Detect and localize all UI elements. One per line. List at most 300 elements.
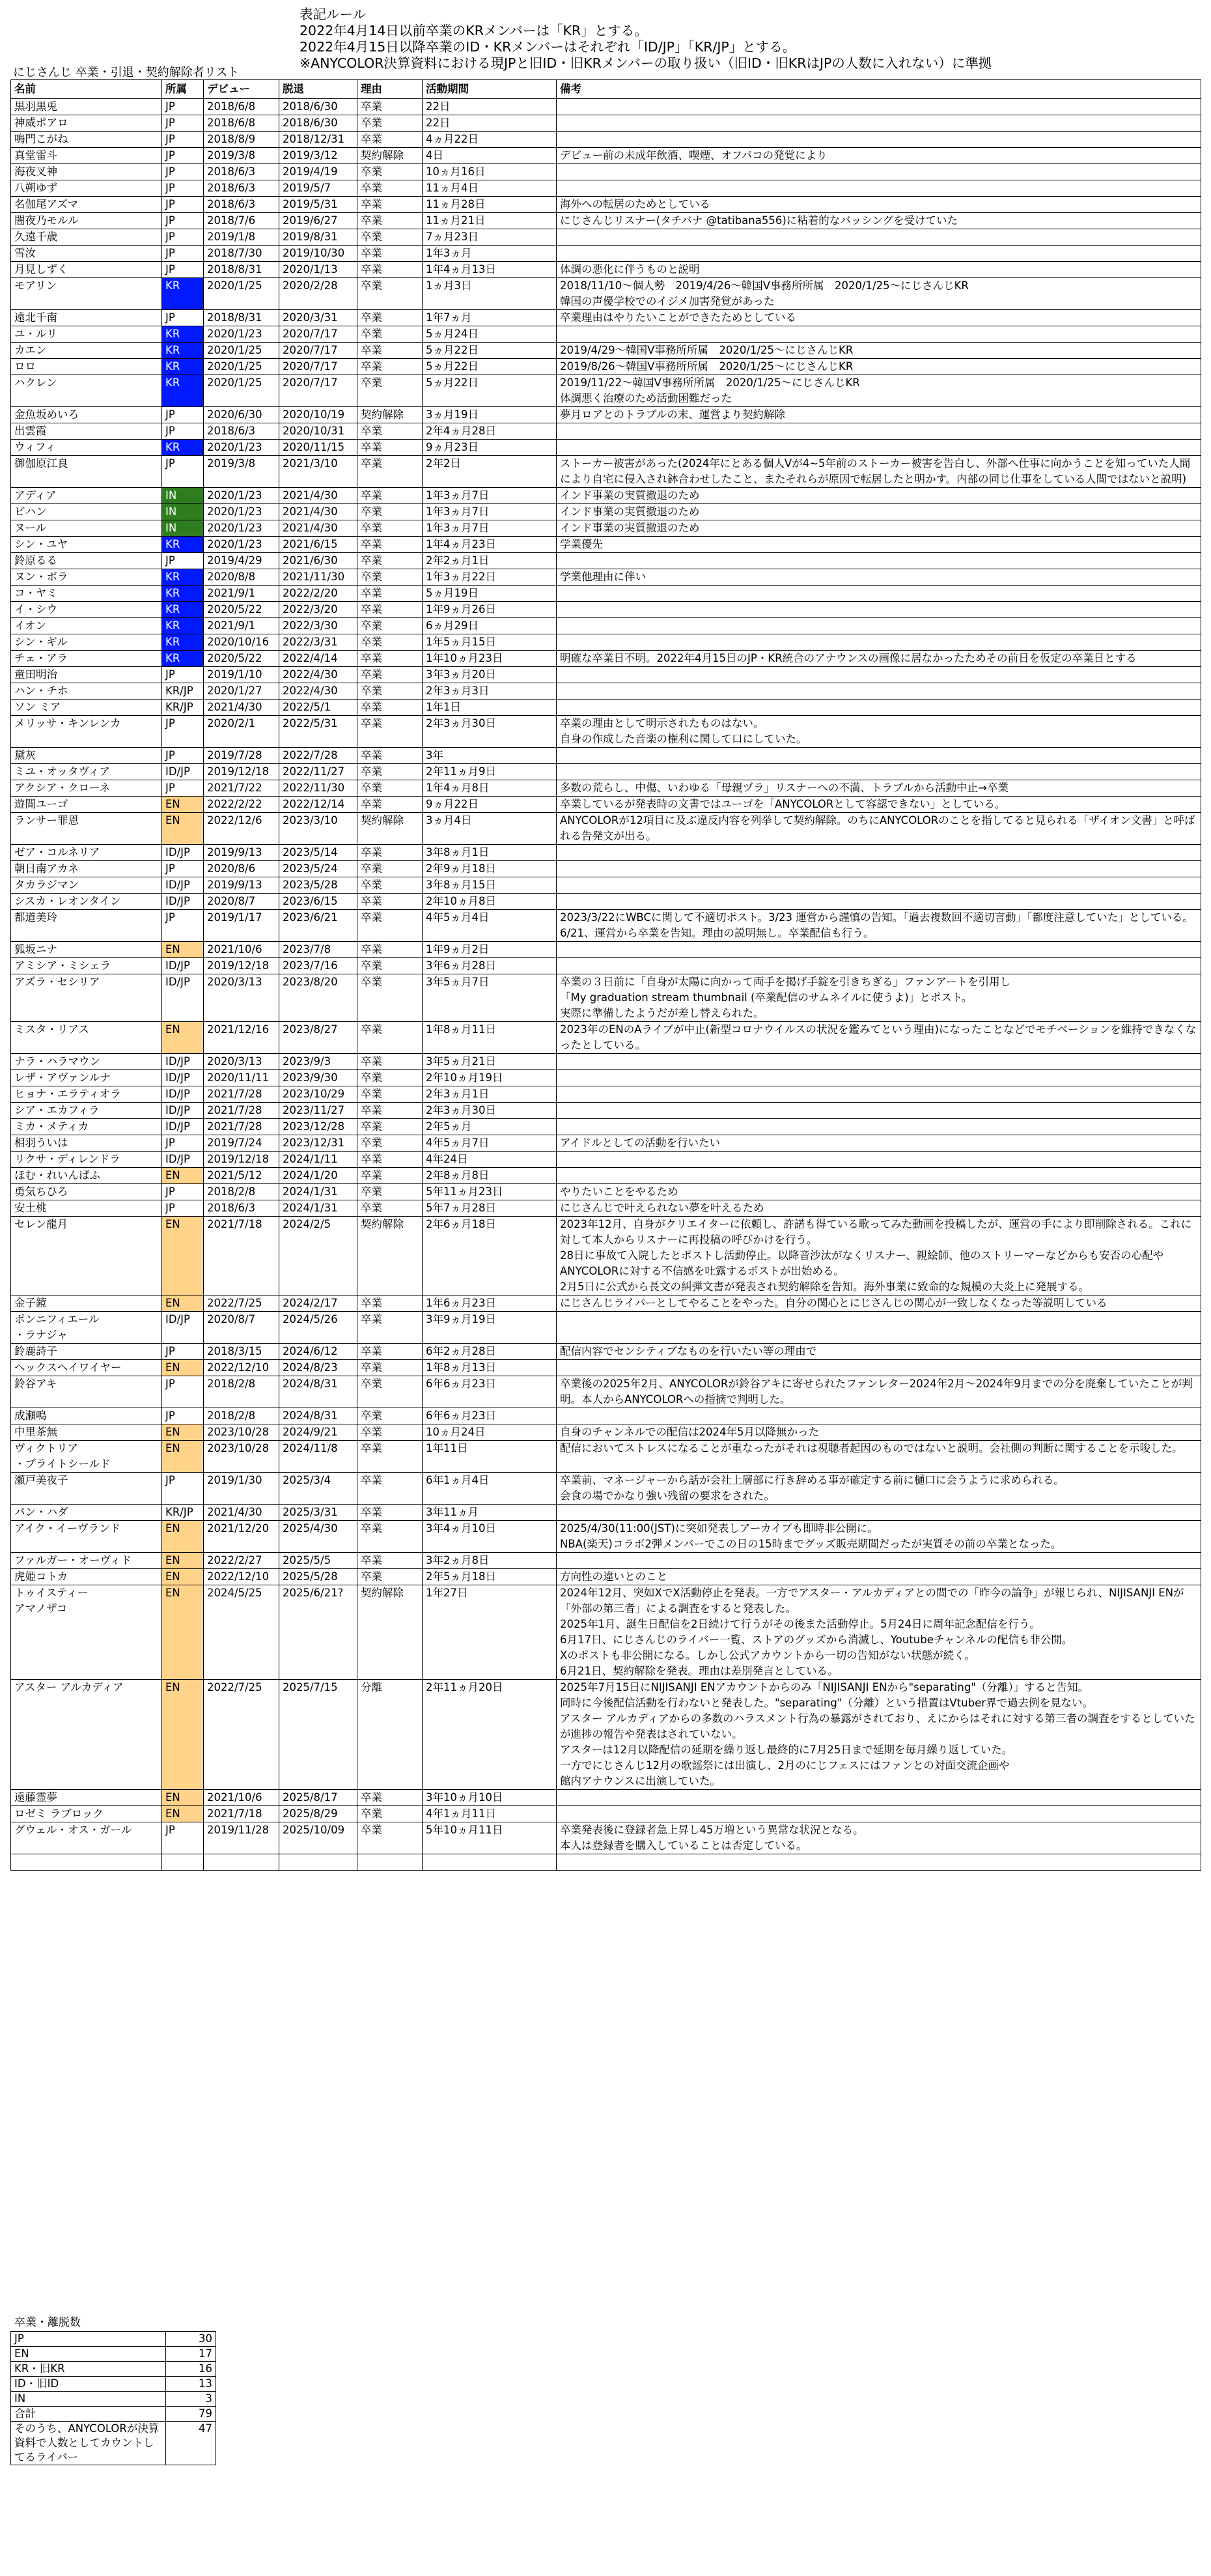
cell-name: 神威ポアロ bbox=[11, 115, 162, 132]
cell-note: 卒業発表後に登録者急上昇し45万増という異常な状況となる。 本人は登録者を購入していることは否定している。 bbox=[557, 1822, 1201, 1854]
cell-reason: 卒業 bbox=[357, 537, 423, 553]
cell-debut: 2021/9/1 bbox=[204, 618, 279, 634]
cell-leave: 2024/9/21 bbox=[279, 1424, 357, 1441]
cell-note bbox=[557, 326, 1201, 343]
cell-name: 黒羽黒兎 bbox=[11, 99, 162, 115]
cell-leave: 2025/3/4 bbox=[279, 1473, 357, 1505]
cell-note bbox=[557, 1553, 1201, 1569]
cell-note: 卒業後の2025年2月、ANYCOLORが鈴谷アキに寄せられたファンレター2024年2月〜2024年9月までの分を廃棄していたことが判明。本人からANYCOLORへの指摘で判明した。 bbox=[557, 1376, 1201, 1408]
summary-table bbox=[10, 2331, 216, 2465]
cell-period: 1年4ヵ月13日 bbox=[423, 262, 557, 278]
table-row bbox=[11, 197, 1201, 213]
table-row bbox=[11, 683, 1201, 700]
cell-note: 2025/4/30(11:00(JST)に突如発表しアーカイブも即時非公開に。 NBA(楽天)コラボ2弾メンバーでこの日の15時までグッズ販売期間だったが実質その前の卒業となった。 bbox=[557, 1521, 1201, 1553]
table-row bbox=[11, 1790, 1201, 1806]
cell-period: 5ヵ月19日 bbox=[423, 586, 557, 602]
cell-note: インド事業の実質撤退のため bbox=[557, 488, 1201, 504]
cell-period: 9ヵ月22日 bbox=[423, 797, 557, 813]
summary-label: JP bbox=[11, 2332, 166, 2347]
cell-leave: 2025/5/5 bbox=[279, 1553, 357, 1569]
cell-dept: JP bbox=[162, 1376, 204, 1408]
cell-period: 3年2ヵ月8日 bbox=[423, 1553, 557, 1569]
cell-reason: 卒業 bbox=[357, 1168, 423, 1184]
cell-period: 2年5ヵ月18日 bbox=[423, 1569, 557, 1585]
table-row bbox=[11, 569, 1201, 586]
cell-dept: EN bbox=[162, 797, 204, 813]
cell-leave: 2019/5/7 bbox=[279, 180, 357, 197]
cell-note bbox=[557, 180, 1201, 197]
cell-dept: JP bbox=[162, 716, 204, 748]
cell-period: 7ヵ月23日 bbox=[423, 229, 557, 246]
cell-debut: 2019/12/18 bbox=[204, 958, 279, 974]
cell-debut: 2020/1/23 bbox=[204, 504, 279, 520]
cell-reason: 卒業 bbox=[357, 1790, 423, 1806]
cell-debut: 2020/1/25 bbox=[204, 375, 279, 407]
cell-leave: 2020/3/31 bbox=[279, 310, 357, 326]
cell-leave: 2025/6/21? bbox=[279, 1585, 357, 1680]
table-row bbox=[11, 246, 1201, 262]
cell-reason: 卒業 bbox=[357, 197, 423, 213]
cell-debut: 2021/7/28 bbox=[204, 1119, 279, 1135]
table-row bbox=[11, 618, 1201, 634]
cell-leave: 2019/8/31 bbox=[279, 229, 357, 246]
table-row bbox=[11, 894, 1201, 910]
table-row bbox=[11, 780, 1201, 797]
table-row bbox=[11, 1473, 1201, 1505]
cell-debut: 2022/2/22 bbox=[204, 797, 279, 813]
summary-label: KR・旧KR bbox=[11, 2362, 166, 2377]
summary-label: EN bbox=[11, 2347, 166, 2362]
cell-name: 御伽原江良 bbox=[11, 456, 162, 488]
cell-debut: 2018/2/8 bbox=[204, 1408, 279, 1424]
cell-period: 3年9ヵ月19日 bbox=[423, 1312, 557, 1344]
cell-name: ロロ bbox=[11, 359, 162, 375]
cell-name: 鳴門こがね bbox=[11, 132, 162, 148]
cell-leave: 2025/10/09 bbox=[279, 1822, 357, 1854]
cell-leave: 2020/1/13 bbox=[279, 262, 357, 278]
table-row bbox=[11, 942, 1201, 958]
cell-debut: 2020/1/25 bbox=[204, 278, 279, 310]
cell-debut: 2019/7/24 bbox=[204, 1135, 279, 1152]
cell-dept: EN bbox=[162, 1521, 204, 1553]
table-row bbox=[11, 278, 1201, 310]
cell-debut: 2018/8/31 bbox=[204, 262, 279, 278]
cell-leave: 2024/1/11 bbox=[279, 1152, 357, 1168]
cell-note bbox=[557, 958, 1201, 974]
summary-value: 3 bbox=[166, 2392, 216, 2407]
cell-reason: 卒業 bbox=[357, 115, 423, 132]
cell-dept: KR bbox=[162, 375, 204, 407]
cell-dept: EN bbox=[162, 1022, 204, 1054]
cell-dept: JP bbox=[162, 246, 204, 262]
cell-name: ロゼミ ラブロック bbox=[11, 1806, 162, 1822]
cell-period: 22日 bbox=[423, 99, 557, 115]
cell-name: ハン・チホ bbox=[11, 683, 162, 700]
cell-debut: 2022/12/6 bbox=[204, 813, 279, 845]
cell-period: 1年3ヵ月7日 bbox=[423, 488, 557, 504]
cell-period: 3年8ヵ月15日 bbox=[423, 877, 557, 894]
cell-period: 2年3ヵ月30日 bbox=[423, 716, 557, 748]
cell-period: 5ヵ月22日 bbox=[423, 343, 557, 359]
cell-reason: 卒業 bbox=[357, 440, 423, 456]
cell-note bbox=[557, 877, 1201, 894]
cell-name: トゥイスティー アマノザコ bbox=[11, 1585, 162, 1680]
cell-leave: 2022/11/30 bbox=[279, 780, 357, 797]
cell-note: ANYCOLORが12項目に及ぶ違反内容を列挙して契約解除。のちにANYCOLORのことを指してると見られる「ザイオン文書」と呼ばれる告発文が出る。 bbox=[557, 813, 1201, 845]
cell-period: 4ヵ月22日 bbox=[423, 132, 557, 148]
cell-dept: JP bbox=[162, 180, 204, 197]
cell-debut: 2020/1/25 bbox=[204, 343, 279, 359]
cell-debut: 2020/8/7 bbox=[204, 894, 279, 910]
cell-name: ランサー罪恩 bbox=[11, 813, 162, 845]
summary-value: 13 bbox=[166, 2377, 216, 2392]
cell-dept: JP bbox=[162, 1200, 204, 1217]
table-row bbox=[11, 1569, 1201, 1585]
cell-debut: 2018/2/8 bbox=[204, 1376, 279, 1408]
summary-label: 合計 bbox=[11, 2407, 166, 2422]
rules-line: ※ANYCOLOR決算資料における現JPと旧ID・旧KRメンバーの取り扱い（旧ID・旧KRはJPの人数に入れない）に準拠 bbox=[299, 55, 992, 71]
cell-dept: JP bbox=[162, 748, 204, 764]
cell-period: 4年1ヵ月11日 bbox=[423, 1806, 557, 1822]
table-row bbox=[11, 1376, 1201, 1408]
cell-note bbox=[557, 423, 1201, 440]
cell-note bbox=[557, 99, 1201, 115]
table-row bbox=[11, 440, 1201, 456]
table-row bbox=[11, 1806, 1201, 1822]
table-row bbox=[11, 602, 1201, 618]
cell-dept: IN bbox=[162, 488, 204, 504]
cell-note: 自身のチャンネルでの配信は2024年5月以降無かった bbox=[557, 1424, 1201, 1441]
cell-period: 1年4ヵ月8日 bbox=[423, 780, 557, 797]
cell-debut: 2023/10/28 bbox=[204, 1441, 279, 1473]
cell-dept: KR bbox=[162, 537, 204, 553]
cell-period: 2年6ヵ月18日 bbox=[423, 1217, 557, 1295]
cell-note bbox=[557, 683, 1201, 700]
cell-period: 6年6ヵ月23日 bbox=[423, 1408, 557, 1424]
cell-leave: 2023/10/29 bbox=[279, 1086, 357, 1103]
cell-leave: 2022/3/30 bbox=[279, 618, 357, 634]
cell-note bbox=[557, 164, 1201, 180]
cell-note: にじさんじライバーとしてやることをやった。自分の関心とにじさんじの関心が一致しなくなった等説明している bbox=[557, 1295, 1201, 1312]
cell-dept: ID/JP bbox=[162, 1070, 204, 1086]
cell-leave: 2019/6/27 bbox=[279, 213, 357, 229]
cell-leave: 2022/12/14 bbox=[279, 797, 357, 813]
cell-reason: 卒業 bbox=[357, 651, 423, 667]
cell-leave: 2020/10/31 bbox=[279, 423, 357, 440]
table-row bbox=[11, 877, 1201, 894]
cell-reason: 卒業 bbox=[357, 1441, 423, 1473]
cell-period: 1年27日 bbox=[423, 1585, 557, 1680]
summary-row bbox=[11, 2422, 216, 2465]
cell-reason: 卒業 bbox=[357, 343, 423, 359]
cell-period: 2年5ヵ月 bbox=[423, 1119, 557, 1135]
cell-debut: 2018/8/31 bbox=[204, 310, 279, 326]
cell-note: 2023年12月、自身がクリエイターに依頼し、許諾も得ている歌ってみた動画を投稿したが、運営の手により即削除される。これに対して本人からリスナーに再投稿の呼びかけを行う。 28日に事故て入院したとポストし活動停止。以降音沙汰がなくリスナー、親絵師、他のストリーマーなどからも安否の心配やANYCOLORに対する不信感を吐露するポストが出始める。 2月5日に公式から長文の糾弾文書が発表され契約解除を告知。海外事業に致命的な規模の大炎上に発展する。 bbox=[557, 1217, 1201, 1295]
cell-leave: 2024/1/31 bbox=[279, 1200, 357, 1217]
cell-name: ビハン bbox=[11, 504, 162, 520]
cell-period: 11ヵ月28日 bbox=[423, 197, 557, 213]
cell-name: リクサ・ディレンドラ bbox=[11, 1152, 162, 1168]
cell-name: アクシア・クローネ bbox=[11, 780, 162, 797]
cell-debut: 2021/12/20 bbox=[204, 1521, 279, 1553]
cell-note bbox=[557, 700, 1201, 716]
cell-name: シスカ・レオンタイン bbox=[11, 894, 162, 910]
table-row bbox=[11, 813, 1201, 845]
table-row bbox=[11, 262, 1201, 278]
table-row bbox=[11, 520, 1201, 537]
cell-note: 2025年7月15日にNIJISANJI ENアカウントからのみ「NIJISANJI ENから"separating"（分離）」すると告知。 同時に今後配信活動を行わないと発表した。"separating"（分離）という措置はVtuber界で過去例を見ない。 アスター アルカディアからの多数のハラスメント行為の暴露がされており、えにからはそれに対する第三者の調査をするとしていたが進捗の報告や発表はされていない。 アスターは12月以降配信の延期を繰り返し最終的に7月25日まで延期を毎月繰り返していた。 一方でにじさんじ12月の歌謡祭には出演し、2月のにじフェスにはファンとの対面交流企画や 館内アナウンスに出演していた。 bbox=[557, 1680, 1201, 1790]
cell-name: アミシア・ミシェラ bbox=[11, 958, 162, 974]
cell-note bbox=[557, 1168, 1201, 1184]
cell-leave: 2024/2/17 bbox=[279, 1295, 357, 1312]
cell-leave: 2022/3/31 bbox=[279, 634, 357, 651]
cell-period: 5ヵ月24日 bbox=[423, 326, 557, 343]
cell-dept: EN bbox=[162, 1441, 204, 1473]
cell-period: 2年10ヵ月8日 bbox=[423, 894, 557, 910]
table-row bbox=[11, 797, 1201, 813]
cell-leave: 2023/9/30 bbox=[279, 1070, 357, 1086]
cell-period: 2年3ヵ月3日 bbox=[423, 683, 557, 700]
cell-name: イオン bbox=[11, 618, 162, 634]
cell-debut: 2018/6/3 bbox=[204, 197, 279, 213]
cell-debut: 2019/1/17 bbox=[204, 910, 279, 942]
cell-period: 2年4ヵ月28日 bbox=[423, 423, 557, 440]
cell-reason: 卒業 bbox=[357, 1295, 423, 1312]
cell-name: 遊間ユーゴ bbox=[11, 797, 162, 813]
cell-leave: 2019/10/30 bbox=[279, 246, 357, 262]
cell-dept: ID/JP bbox=[162, 1312, 204, 1344]
cell-dept: EN bbox=[162, 942, 204, 958]
cell-period: 1年10ヵ月23日 bbox=[423, 651, 557, 667]
table-row bbox=[11, 667, 1201, 683]
cell-period: 10ヵ月16日 bbox=[423, 164, 557, 180]
cell-period: 3年4ヵ月10日 bbox=[423, 1521, 557, 1553]
table-row bbox=[11, 343, 1201, 359]
cell-dept: EN bbox=[162, 1168, 204, 1184]
cell-reason: 卒業 bbox=[357, 1054, 423, 1070]
cell-leave: 2021/11/30 bbox=[279, 569, 357, 586]
cell-name: 瀬戸美夜子 bbox=[11, 1473, 162, 1505]
cell-reason: 卒業 bbox=[357, 1806, 423, 1822]
table-row bbox=[11, 700, 1201, 716]
cell-dept: KR bbox=[162, 651, 204, 667]
cell-reason: 卒業 bbox=[357, 1408, 423, 1424]
cell-debut: 2020/8/7 bbox=[204, 1312, 279, 1344]
cell-name: 童田明治 bbox=[11, 667, 162, 683]
cell-reason: 卒業 bbox=[357, 310, 423, 326]
cell-leave: 2023/7/16 bbox=[279, 958, 357, 974]
cell-debut: 2022/2/27 bbox=[204, 1553, 279, 1569]
cell-name: メリッサ・キンレンカ bbox=[11, 716, 162, 748]
cell-dept: JP bbox=[162, 1184, 204, 1200]
cell-note: にじさんじで叶えられない夢を叶えるため bbox=[557, 1200, 1201, 1217]
cell-debut: 2018/6/8 bbox=[204, 99, 279, 115]
cell-note bbox=[557, 748, 1201, 764]
cell-reason: 卒業 bbox=[357, 618, 423, 634]
cell-dept: KR bbox=[162, 359, 204, 375]
cell-reason: 卒業 bbox=[357, 553, 423, 569]
table-row bbox=[11, 1217, 1201, 1295]
cell-name: 鈴原るる bbox=[11, 553, 162, 569]
cell-period: 1年7ヵ月 bbox=[423, 310, 557, 326]
cell-note: 体調の悪化に伴うものと説明 bbox=[557, 262, 1201, 278]
cell-name: ミユ・オッタヴィア bbox=[11, 764, 162, 780]
cell-note bbox=[557, 1054, 1201, 1070]
cell-leave: 2023/6/21 bbox=[279, 910, 357, 942]
cell-debut: 2019/9/13 bbox=[204, 877, 279, 894]
cell-dept: EN bbox=[162, 1680, 204, 1790]
cell-dept: EN bbox=[162, 1424, 204, 1441]
cell-period: 1年1日 bbox=[423, 700, 557, 716]
cell-name: パン・ハダ bbox=[11, 1505, 162, 1521]
cell-note bbox=[557, 586, 1201, 602]
cell-leave: 2018/6/30 bbox=[279, 99, 357, 115]
table-row bbox=[11, 958, 1201, 974]
cell-name: セレン龍月 bbox=[11, 1217, 162, 1295]
cell-note bbox=[557, 1103, 1201, 1119]
cell-name: 鈴谷アキ bbox=[11, 1376, 162, 1408]
cell-name: ミカ・メティカ bbox=[11, 1119, 162, 1135]
rules-line: 2022年4月14日以前卒業のKRメンバーは「KR」とする。 bbox=[299, 23, 648, 38]
cell-leave: 2022/4/14 bbox=[279, 651, 357, 667]
cell-note bbox=[557, 132, 1201, 148]
cell-reason: 卒業 bbox=[357, 456, 423, 488]
cell-dept: JP bbox=[162, 148, 204, 164]
cell-dept: JP bbox=[162, 1344, 204, 1360]
cell-note bbox=[557, 618, 1201, 634]
cell-reason: 卒業 bbox=[357, 1473, 423, 1505]
table-row bbox=[11, 180, 1201, 197]
cell-note bbox=[557, 1806, 1201, 1822]
cell-name: 月見しずく bbox=[11, 262, 162, 278]
cell-name: 黛灰 bbox=[11, 748, 162, 764]
graduation-table bbox=[10, 79, 1201, 1871]
cell-reason: 卒業 bbox=[357, 1569, 423, 1585]
cell-debut: 2020/6/30 bbox=[204, 407, 279, 423]
cell-period: 9ヵ月23日 bbox=[423, 440, 557, 456]
cell-leave: 2020/7/17 bbox=[279, 343, 357, 359]
summary-row bbox=[11, 2332, 216, 2347]
cell-dept: JP bbox=[162, 132, 204, 148]
cell-reason: 卒業 bbox=[357, 748, 423, 764]
cell-dept: JP bbox=[162, 213, 204, 229]
cell-reason: 卒業 bbox=[357, 1152, 423, 1168]
cell-dept: JP bbox=[162, 1822, 204, 1854]
cell-reason: 卒業 bbox=[357, 1119, 423, 1135]
summary-value: 17 bbox=[166, 2347, 216, 2362]
notation-rules bbox=[299, 7, 992, 72]
cell-name: シン・ギル bbox=[11, 634, 162, 651]
table-row bbox=[11, 1168, 1201, 1184]
cell-name: 中里茶無 bbox=[11, 1424, 162, 1441]
cell-reason: 卒業 bbox=[357, 1103, 423, 1119]
cell-name: タカラジマン bbox=[11, 877, 162, 894]
cell-dept: EN bbox=[162, 1360, 204, 1376]
table-row bbox=[11, 456, 1201, 488]
cell-dept: KR/JP bbox=[162, 700, 204, 716]
cell-debut: 2019/3/8 bbox=[204, 456, 279, 488]
cell-leave: 2019/3/12 bbox=[279, 148, 357, 164]
table-row bbox=[11, 407, 1201, 423]
cell-debut: 2021/7/18 bbox=[204, 1217, 279, 1295]
cell-reason: 卒業 bbox=[357, 1184, 423, 1200]
cell-leave: 2022/4/30 bbox=[279, 667, 357, 683]
cell-dept: JP bbox=[162, 310, 204, 326]
cell-name: 出雲霞 bbox=[11, 423, 162, 440]
cell-name: 金子鏡 bbox=[11, 1295, 162, 1312]
cell-note bbox=[557, 861, 1201, 877]
cell-leave: 2024/11/8 bbox=[279, 1441, 357, 1473]
cell-reason: 卒業 bbox=[357, 602, 423, 618]
cell-period: 3年6ヵ月28日 bbox=[423, 958, 557, 974]
column-header-note: 備考 bbox=[557, 80, 1201, 99]
cell-name: 遠藤霊夢 bbox=[11, 1790, 162, 1806]
table-row bbox=[11, 716, 1201, 748]
table-row bbox=[11, 359, 1201, 375]
cell-leave: 2025/8/29 bbox=[279, 1806, 357, 1822]
table-row bbox=[11, 651, 1201, 667]
cell-reason: 卒業 bbox=[357, 1360, 423, 1376]
cell-dept: EN bbox=[162, 1585, 204, 1680]
cell-period: 10ヵ月24日 bbox=[423, 1424, 557, 1441]
cell-note: 明確な卒業日不明。2022年4月15日のJP・KR統合のアナウンスの画像に居なかったためその前日を仮定の卒業日とする bbox=[557, 651, 1201, 667]
cell-reason: 卒業 bbox=[357, 99, 423, 115]
cell-debut: 2020/5/22 bbox=[204, 651, 279, 667]
cell-reason: 卒業 bbox=[357, 845, 423, 861]
cell-dept: KR/JP bbox=[162, 683, 204, 700]
cell-dept: JP bbox=[162, 456, 204, 488]
cell-debut: 2020/1/25 bbox=[204, 359, 279, 375]
cell-note bbox=[557, 246, 1201, 262]
cell-dept: JP bbox=[162, 1135, 204, 1152]
cell-period: 3年5ヵ月7日 bbox=[423, 974, 557, 1022]
cell-dept: KR bbox=[162, 634, 204, 651]
cell-name: 八朔ゆず bbox=[11, 180, 162, 197]
cell-period: 11ヵ月4日 bbox=[423, 180, 557, 197]
cell-period: 2年3ヵ月30日 bbox=[423, 1103, 557, 1119]
cell-reason: 卒業 bbox=[357, 942, 423, 958]
cell-debut: 2019/7/28 bbox=[204, 748, 279, 764]
cell-dept: KR bbox=[162, 343, 204, 359]
cell-reason: 卒業 bbox=[357, 1424, 423, 1441]
cell-reason: 卒業 bbox=[357, 716, 423, 748]
summary-title: 卒業・離脱数 bbox=[14, 2316, 81, 2329]
cell-dept: JP bbox=[162, 229, 204, 246]
cell-period: 4日 bbox=[423, 148, 557, 164]
cell-name: グウェル・オス・ガール bbox=[11, 1822, 162, 1854]
cell-note bbox=[557, 1152, 1201, 1168]
table-row bbox=[11, 845, 1201, 861]
cell-period: 1年3ヵ月7日 bbox=[423, 520, 557, 537]
cell-name: 名伽尾アズマ bbox=[11, 197, 162, 213]
cell-debut: 2019/1/8 bbox=[204, 229, 279, 246]
summary-row bbox=[11, 2377, 216, 2392]
summary-value: 16 bbox=[166, 2362, 216, 2377]
cell-leave: 2023/6/15 bbox=[279, 894, 357, 910]
cell-leave: 2022/5/1 bbox=[279, 700, 357, 716]
table-row bbox=[11, 1505, 1201, 1521]
cell-debut: 2018/3/15 bbox=[204, 1344, 279, 1360]
cell-leave: 2023/9/3 bbox=[279, 1054, 357, 1070]
cell-period: 2年2日 bbox=[423, 456, 557, 488]
cell-reason: 卒業 bbox=[357, 958, 423, 974]
cell-leave: 2023/12/28 bbox=[279, 1119, 357, 1135]
cell-debut: 2022/12/10 bbox=[204, 1360, 279, 1376]
cell-period: 11ヵ月21日 bbox=[423, 213, 557, 229]
summary-value: 47 bbox=[166, 2422, 216, 2465]
cell-dept: KR bbox=[162, 278, 204, 310]
table-row bbox=[11, 748, 1201, 764]
